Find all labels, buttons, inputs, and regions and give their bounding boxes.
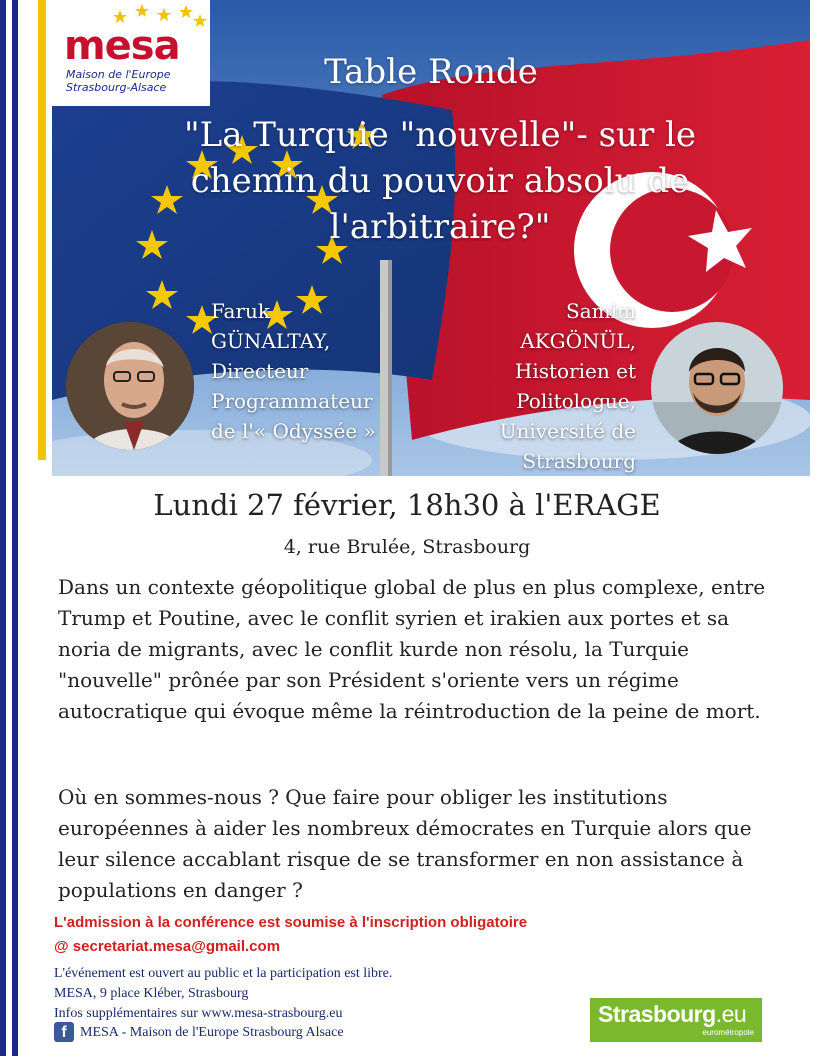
page-kicker: Table Ronde xyxy=(324,52,538,92)
strasbourg-eurometropole-logo xyxy=(590,998,762,1042)
contact-email-link[interactable]: @ secretariat.mesa@gmail.com xyxy=(54,938,281,955)
strasbourg-word: Strasbourg xyxy=(598,1001,716,1027)
speaker-role-line: Programmateur xyxy=(211,389,373,413)
speaker-first-name: Samim xyxy=(566,299,636,323)
event-address: 4, rue Brulée, Strasbourg xyxy=(283,536,531,558)
footer-facebook-page[interactable]: MESA - Maison de l'Europe Strasbourg Alsace xyxy=(80,1025,344,1040)
speaker-role-line: Politologue, xyxy=(516,389,636,413)
page-title: "La Turquie "nouvelle"- sur le chemin du pouvoir absolu de l'arbitraire?" xyxy=(183,115,697,247)
speaker-portrait-left xyxy=(66,322,194,450)
speaker-last-name: GÜNALTAY, xyxy=(211,329,331,353)
speaker-info-left xyxy=(211,296,401,446)
strasbourg-subtitle: eurométropole xyxy=(702,1028,754,1037)
body-paragraph: Dans un contexte géopolitique global de plus en plus complexe, entre Trump et Poutine, avec le conflit syrien et irakien aux portes et sa noria de migrants, avec le conflit kurde non résolu, la Turquie "nouvelle" prônée par son Président s'oriente vers un régime autocratique qui évoque même la réintroduction de la peine de mort. xyxy=(58,575,766,723)
event-date: Lundi 27 février, 18h30 à l'ERAGE xyxy=(153,488,661,522)
speaker-last-name: AKGÖNÜL, xyxy=(520,329,636,353)
footer-website-link[interactable]: Infos supplémentaires sur www.mesa-strasbourg.eu xyxy=(54,1006,343,1021)
speaker-role-line: Strasbourg xyxy=(522,449,636,473)
speaker-role-line: Historien et xyxy=(514,359,636,383)
logo-wordmark: mesa xyxy=(64,23,180,69)
speaker-role-line: de l'« Odyssée » xyxy=(211,419,376,443)
body-paragraph: Où en sommes-nous ? Que faire pour obliger les institutions européennes à aider les nombreux démocrates en Turquie alors que leur silence accablant risque de se transformer en non assistance à populations en danger ? xyxy=(58,785,752,902)
footer-address: MESA, 9 place Kléber, Strasbourg xyxy=(54,986,249,1001)
logo-subtitle-line1: Maison de l'Europe xyxy=(66,68,171,81)
registration-notice: L'admission à la conférence est soumise à l'inscription obligatoire xyxy=(54,914,528,931)
speaker-role-line: Université de xyxy=(499,419,636,443)
person-icon xyxy=(66,322,194,450)
left-stripe-navy-inner xyxy=(12,0,18,1056)
speaker-role-line: Directeur xyxy=(211,359,309,383)
strasbourg-suffix: .eu xyxy=(715,1001,747,1027)
logo-subtitle-line2: Strasbourg-Alsace xyxy=(66,81,167,94)
left-stripe-gold xyxy=(38,0,46,460)
footer-open-event: L'événement est ouvert au public et la participation est libre. xyxy=(54,966,393,981)
speaker-first-name: Faruk xyxy=(211,299,271,323)
person-icon xyxy=(651,322,783,454)
speaker-info-right xyxy=(470,296,636,476)
strasbourg-wordmark xyxy=(598,1001,746,1028)
facebook-icon[interactable]: f xyxy=(54,1022,74,1042)
speaker-portrait-right xyxy=(651,322,783,454)
